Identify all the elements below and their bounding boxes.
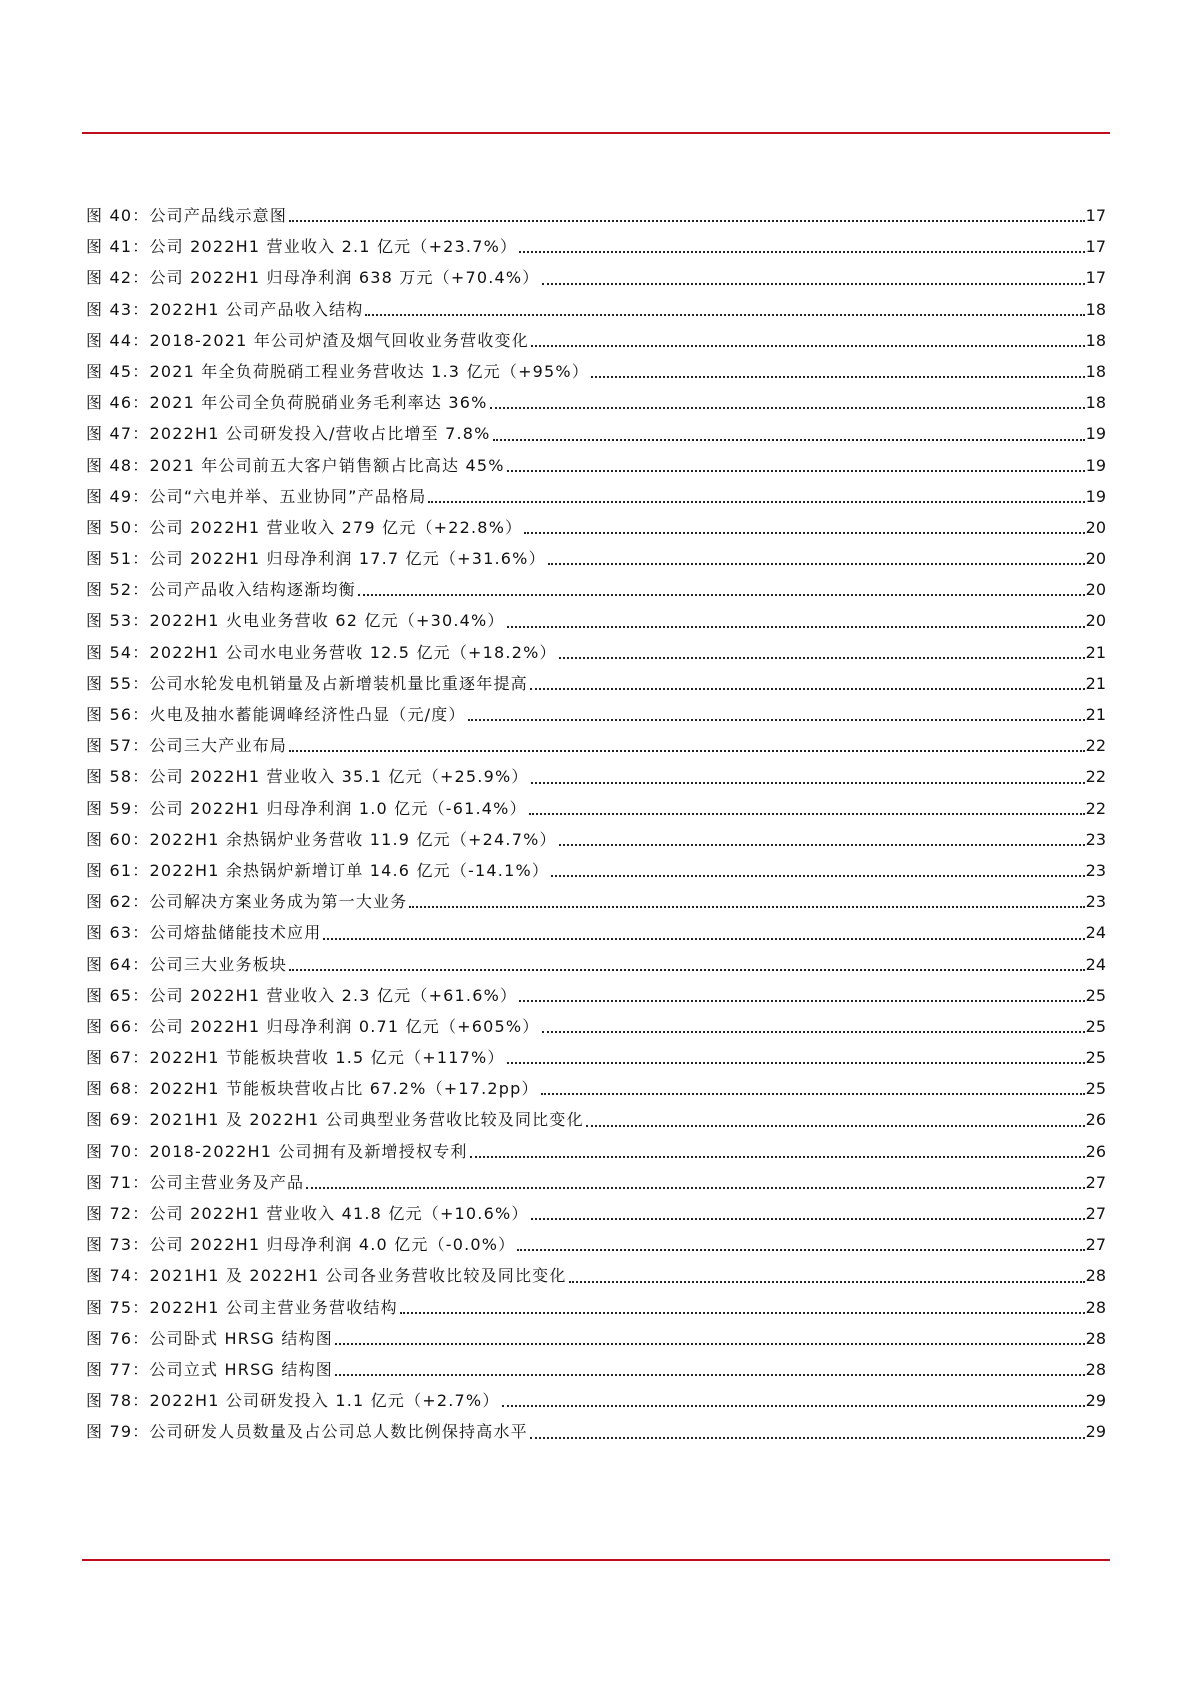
dot-leader <box>400 1312 1085 1314</box>
toc-page-number: 21 <box>1085 642 1106 662</box>
toc-entry[interactable] <box>86 1232 1106 1263</box>
dot-leader <box>519 251 1084 253</box>
toc-entry[interactable] <box>86 1295 1106 1326</box>
dot-leader <box>289 220 1085 222</box>
toc-page-number: 28 <box>1085 1266 1106 1286</box>
dot-leader <box>517 1249 1084 1251</box>
toc-entry[interactable] <box>86 1201 1106 1232</box>
toc-entry-label[interactable]: 图 68：2022H1 节能板块营收占比 67.2%（+17.2pp） <box>86 1079 539 1099</box>
dot-leader <box>335 1374 1085 1376</box>
toc-entry[interactable] <box>86 203 1106 234</box>
dot-leader <box>507 1062 1085 1064</box>
toc-entry-label[interactable]: 图 50：公司 2022H1 营业收入 279 亿元（+22.8%） <box>86 517 523 537</box>
toc-entry-label[interactable]: 图 51：公司 2022H1 归母净利润 17.7 亿元（+31.6%） <box>86 549 546 569</box>
toc-entry-label[interactable]: 图 49：公司“六电并举、五业协同”产品格局 <box>86 486 427 506</box>
toc-page-number: 24 <box>1085 923 1106 943</box>
dot-leader <box>470 1156 1085 1158</box>
toc-entry[interactable] <box>86 1139 1106 1170</box>
toc-page-number: 21 <box>1085 673 1106 693</box>
dot-leader <box>531 345 1085 347</box>
dot-leader <box>428 501 1084 503</box>
dot-leader <box>559 844 1085 846</box>
toc-page-number: 29 <box>1085 1391 1106 1411</box>
toc-entry[interactable] <box>86 640 1106 671</box>
dot-leader <box>323 938 1084 940</box>
toc-page-number: 22 <box>1085 736 1106 756</box>
toc-entry[interactable] <box>86 1045 1106 1076</box>
toc-entry-label[interactable]: 图 74：2021H1 及 2022H1 公司各业务营收比较及同比变化 <box>86 1266 567 1286</box>
toc-entry[interactable] <box>86 546 1106 577</box>
toc-page-number: 28 <box>1085 1297 1106 1317</box>
toc-entry[interactable] <box>86 390 1106 421</box>
toc-entry-label[interactable]: 图 45：2021 年全负荷脱硝工程业务营收达 1.3 亿元（+95%） <box>86 361 590 381</box>
dot-leader <box>493 439 1085 441</box>
dot-leader <box>490 407 1085 409</box>
dot-leader <box>529 813 1085 815</box>
footer-rule <box>82 1559 1110 1561</box>
dot-leader <box>559 657 1085 659</box>
toc-entry-label[interactable]: 图 44：2018-2021 年公司炉渣及烟气回收业务营收变化 <box>86 330 529 350</box>
toc-entry[interactable] <box>86 577 1106 608</box>
dot-leader <box>586 1125 1085 1127</box>
toc-page-number: 20 <box>1085 517 1106 537</box>
toc-entry-label[interactable]: 图 78：2022H1 公司研发投入 1.1 亿元（+2.7%） <box>86 1391 500 1411</box>
dot-leader <box>531 1218 1085 1220</box>
toc-entry-label[interactable]: 图 71：公司主营业务及产品 <box>86 1172 305 1192</box>
dot-leader <box>289 969 1085 971</box>
toc-page-number: 18 <box>1085 299 1106 319</box>
toc-entry-label[interactable]: 图 46：2021 年公司全负荷脱硝业务毛利率达 36% <box>86 393 488 413</box>
toc-entry-label[interactable]: 图 59：公司 2022H1 归母净利润 1.0 亿元（-61.4%） <box>86 798 527 818</box>
toc-entry[interactable] <box>86 1170 1106 1201</box>
dot-leader <box>548 563 1085 565</box>
toc-entry-label[interactable]: 图 48：2021 年公司前五大客户销售额占比高达 45% <box>86 455 505 475</box>
dot-leader <box>289 750 1085 752</box>
toc-entry-label[interactable]: 图 61：2022H1 余热锅炉新增订单 14.6 亿元（-14.1%） <box>86 860 550 880</box>
toc-entry[interactable] <box>86 983 1106 1014</box>
toc-entry[interactable] <box>86 1107 1106 1138</box>
toc-page-number: 20 <box>1085 549 1106 569</box>
toc-entry-label[interactable]: 图 60：2022H1 余热锅炉业务营收 11.9 亿元（+24.7%） <box>86 829 557 849</box>
toc-entry[interactable] <box>86 265 1106 296</box>
toc-entry-label[interactable]: 图 76：公司卧式 HRSG 结构图 <box>86 1328 333 1348</box>
dot-leader <box>507 626 1085 628</box>
toc-page-number: 17 <box>1085 268 1106 288</box>
toc-page-number: 22 <box>1085 767 1106 787</box>
toc-entry[interactable] <box>86 920 1106 951</box>
toc-entry[interactable] <box>86 421 1106 452</box>
toc-entry[interactable] <box>86 1014 1106 1045</box>
toc-entry-label[interactable]: 图 52：公司产品收入结构逐渐均衡 <box>86 580 356 600</box>
figure-list <box>86 203 1106 1451</box>
toc-entry[interactable] <box>86 1326 1106 1357</box>
toc-entry[interactable] <box>86 764 1106 795</box>
dot-leader <box>507 470 1085 472</box>
toc-entry-label[interactable]: 图 47：2022H1 公司研发投入/营收占比增至 7.8% <box>86 424 491 444</box>
toc-entry[interactable] <box>86 1419 1106 1450</box>
toc-page-number: 19 <box>1085 486 1106 506</box>
toc-entry-label[interactable]: 图 58：公司 2022H1 营业收入 35.1 亿元（+25.9%） <box>86 767 529 787</box>
toc-page-number: 29 <box>1085 1422 1106 1442</box>
toc-entry[interactable] <box>86 796 1106 827</box>
toc-page-number: 26 <box>1085 1141 1106 1161</box>
toc-page-number: 19 <box>1085 424 1106 444</box>
toc-entry[interactable] <box>86 889 1106 920</box>
toc-entry[interactable] <box>86 608 1106 639</box>
toc-page-number: 27 <box>1085 1235 1106 1255</box>
toc-entry-label[interactable]: 图 56：火电及抽水蓄能调峰经济性凸显（元/度） <box>86 705 466 724</box>
toc-entry-label[interactable]: 图 55：公司水轮发电机销量及占新增装机量比重逐年提高 <box>86 673 528 693</box>
toc-page-number: 17 <box>1085 237 1106 257</box>
dot-leader <box>591 376 1085 378</box>
toc-entry[interactable] <box>86 1357 1106 1388</box>
toc-entry-label[interactable]: 图 73：公司 2022H1 归母净利润 4.0 亿元（-0.0%） <box>86 1235 516 1255</box>
toc-entry-label[interactable]: 图 69：2021H1 及 2022H1 公司典型业务营收比较及同比变化 <box>86 1110 584 1130</box>
toc-page-number: 25 <box>1085 985 1106 1005</box>
header-rule <box>82 132 1110 134</box>
toc-page-number: 23 <box>1085 860 1106 880</box>
toc-page-number: 23 <box>1085 892 1106 912</box>
toc-entry[interactable] <box>86 1388 1106 1419</box>
toc-page-number: 23 <box>1085 829 1106 849</box>
toc-page-number: 28 <box>1085 1359 1106 1379</box>
toc-entry[interactable] <box>86 1263 1106 1294</box>
toc-entry-label[interactable]: 图 72：公司 2022H1 营业收入 41.8 亿元（+10.6%） <box>86 1204 529 1223</box>
toc-entry[interactable] <box>86 515 1106 546</box>
dot-leader <box>530 1437 1085 1439</box>
toc-entry-label[interactable]: 图 41：公司 2022H1 营业收入 2.1 亿元（+23.7%） <box>86 237 518 257</box>
toc-page-number: 27 <box>1085 1204 1106 1223</box>
toc-page-number: 25 <box>1085 1016 1106 1036</box>
toc-page-number: 19 <box>1085 455 1106 475</box>
toc-entry-label[interactable]: 图 66：公司 2022H1 归母净利润 0.71 亿元（+605%） <box>86 1016 540 1036</box>
toc-entry[interactable] <box>86 858 1106 889</box>
toc-entry[interactable] <box>86 484 1106 515</box>
toc-entry-label[interactable]: 图 77：公司立式 HRSG 结构图 <box>86 1359 333 1379</box>
dot-leader <box>468 719 1085 721</box>
toc-entry[interactable] <box>86 733 1106 764</box>
dot-leader <box>542 283 1085 285</box>
toc-page-number: 18 <box>1085 330 1106 350</box>
toc-entry-label[interactable]: 图 54：2022H1 公司水电业务营收 12.5 亿元（+18.2%） <box>86 642 557 662</box>
toc-entry[interactable] <box>86 702 1106 733</box>
dot-leader <box>524 532 1084 534</box>
dot-leader <box>306 1187 1084 1189</box>
dot-leader <box>519 1000 1084 1002</box>
toc-entry-label[interactable]: 图 43：2022H1 公司产品收入结构 <box>86 299 364 319</box>
dot-leader <box>551 875 1085 877</box>
toc-entry[interactable] <box>86 359 1106 390</box>
dot-leader <box>569 1281 1085 1283</box>
toc-page-number: 27 <box>1085 1172 1106 1192</box>
toc-entry[interactable] <box>86 1076 1106 1107</box>
toc-entry-label[interactable]: 图 62：公司解决方案业务成为第一大业务 <box>86 892 408 912</box>
toc-entry[interactable] <box>86 453 1106 484</box>
toc-entry-label[interactable]: 图 63：公司熔盐储能技术应用 <box>86 923 322 943</box>
dot-leader <box>502 1405 1085 1407</box>
toc-entry-label[interactable]: 图 40：公司产品线示意图 <box>86 206 288 225</box>
dot-leader <box>541 1093 1085 1095</box>
toc-page-number: 25 <box>1085 1079 1106 1099</box>
toc-entry-label[interactable]: 图 57：公司三大产业布局 <box>86 736 288 756</box>
toc-entry-label[interactable]: 图 75：2022H1 公司主营业务营收结构 <box>86 1297 398 1317</box>
toc-page-number: 24 <box>1085 954 1106 974</box>
toc-page-number: 21 <box>1085 705 1106 724</box>
dot-leader <box>365 314 1084 316</box>
dot-leader <box>335 1343 1085 1345</box>
toc-page-number: 22 <box>1085 798 1106 818</box>
toc-entry-label[interactable]: 图 64：公司三大业务板块 <box>86 954 288 974</box>
toc-page-number: 28 <box>1085 1328 1106 1348</box>
toc-page-number: 25 <box>1085 1048 1106 1068</box>
toc-entry-label[interactable]: 图 53：2022H1 火电业务营收 62 亿元（+30.4%） <box>86 611 505 631</box>
toc-entry-label[interactable]: 图 67：2022H1 节能板块营收 1.5 亿元（+117%） <box>86 1048 505 1068</box>
toc-page-number: 17 <box>1085 206 1106 225</box>
toc-entry[interactable] <box>86 328 1106 359</box>
dot-leader <box>530 688 1085 690</box>
toc-entry[interactable] <box>86 671 1106 702</box>
toc-entry[interactable] <box>86 952 1106 983</box>
toc-page-number: 20 <box>1085 611 1106 631</box>
toc-page-number: 26 <box>1085 1110 1106 1130</box>
toc-entry[interactable] <box>86 297 1106 328</box>
toc-entry[interactable] <box>86 827 1106 858</box>
dot-leader <box>409 906 1084 908</box>
dot-leader <box>542 1031 1085 1033</box>
dot-leader <box>358 594 1085 596</box>
toc-entry-label[interactable]: 图 70：2018-2022H1 公司拥有及新增授权专利 <box>86 1141 468 1161</box>
toc-page-number: 20 <box>1085 580 1106 600</box>
toc-page-number: 18 <box>1085 393 1106 413</box>
toc-entry[interactable] <box>86 234 1106 265</box>
toc-page-number: 18 <box>1085 361 1106 381</box>
toc-entry-label[interactable]: 图 65：公司 2022H1 营业收入 2.3 亿元（+61.6%） <box>86 985 518 1005</box>
toc-entry-label[interactable]: 图 42：公司 2022H1 归母净利润 638 万元（+70.4%） <box>86 268 540 288</box>
toc-entry-label[interactable]: 图 79：公司研发人员数量及占公司总人数比例保持高水平 <box>86 1422 528 1442</box>
dot-leader <box>531 782 1085 784</box>
